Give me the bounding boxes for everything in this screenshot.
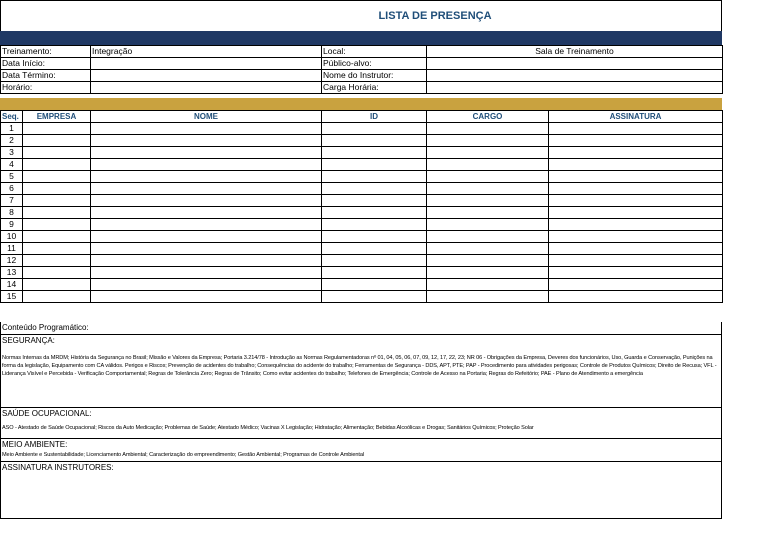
content-label: Conteúdo Programático: — [2, 323, 89, 332]
info-row — [1, 70, 723, 82]
table-row — [1, 291, 723, 303]
signature-cell[interactable] — [549, 279, 723, 291]
name-cell[interactable] — [91, 231, 322, 243]
safety-section — [1, 334, 721, 407]
id-cell[interactable] — [322, 195, 427, 207]
id-cell[interactable] — [322, 123, 427, 135]
role-cell[interactable] — [427, 243, 549, 255]
info-row — [1, 82, 723, 94]
row-seq: 5 — [1, 171, 23, 183]
role-cell[interactable] — [427, 135, 549, 147]
table-row — [1, 279, 723, 291]
id-cell[interactable] — [322, 231, 427, 243]
health-title: SAÚDE OCUPACIONAL: — [2, 409, 92, 418]
name-cell[interactable] — [91, 207, 322, 219]
role-cell[interactable] — [427, 183, 549, 195]
start-date-label: Data Início: — [1, 58, 91, 70]
name-cell[interactable] — [91, 123, 322, 135]
location-label: Local: — [322, 46, 427, 58]
signature-cell[interactable] — [549, 231, 723, 243]
table-row — [1, 147, 723, 159]
name-cell[interactable] — [91, 147, 322, 159]
company-cell[interactable] — [23, 279, 91, 291]
role-cell[interactable] — [427, 171, 549, 183]
row-seq: 10 — [1, 231, 23, 243]
row-seq: 3 — [1, 147, 23, 159]
company-cell[interactable] — [23, 231, 91, 243]
signature-cell[interactable] — [549, 135, 723, 147]
header-company: EMPRESA — [23, 111, 91, 123]
audience-label: Público-alvo: — [322, 58, 427, 70]
health-section — [1, 407, 721, 438]
attendance-band — [0, 98, 722, 110]
company-cell[interactable] — [23, 219, 91, 231]
start-date-value[interactable] — [91, 58, 322, 70]
row-seq: 8 — [1, 207, 23, 219]
instructor-value[interactable] — [427, 70, 723, 82]
table-row — [1, 267, 723, 279]
header-signature: ASSINATURA — [549, 111, 723, 123]
signature-cell[interactable] — [549, 147, 723, 159]
role-cell[interactable] — [427, 255, 549, 267]
name-cell[interactable] — [91, 267, 322, 279]
row-seq: 12 — [1, 255, 23, 267]
company-cell[interactable] — [23, 207, 91, 219]
signature-cell[interactable] — [549, 207, 723, 219]
row-seq: 13 — [1, 267, 23, 279]
instructor-signature-section[interactable] — [1, 461, 721, 518]
company-cell[interactable] — [23, 195, 91, 207]
name-cell[interactable] — [91, 183, 322, 195]
row-seq: 6 — [1, 183, 23, 195]
info-row — [1, 58, 723, 70]
name-cell[interactable] — [91, 159, 322, 171]
role-cell[interactable] — [427, 207, 549, 219]
id-cell[interactable] — [322, 207, 427, 219]
signature-cell[interactable] — [549, 171, 723, 183]
table-row — [1, 255, 723, 267]
id-cell[interactable] — [322, 183, 427, 195]
environment-section — [1, 438, 721, 461]
row-seq: 14 — [1, 279, 23, 291]
company-cell[interactable] — [23, 123, 91, 135]
end-date-value[interactable] — [91, 70, 322, 82]
signature-cell[interactable] — [549, 243, 723, 255]
id-cell[interactable] — [322, 171, 427, 183]
name-cell[interactable] — [91, 195, 322, 207]
instructor-label: Nome do Instrutor: — [322, 70, 427, 82]
header-name: NOME — [91, 111, 322, 123]
id-cell[interactable] — [322, 147, 427, 159]
signature-cell[interactable] — [549, 291, 723, 303]
company-cell[interactable] — [23, 147, 91, 159]
row-seq: 2 — [1, 135, 23, 147]
info-row — [1, 46, 723, 58]
name-cell[interactable] — [91, 171, 322, 183]
name-cell[interactable] — [91, 279, 322, 291]
name-cell[interactable] — [91, 219, 322, 231]
table-row — [1, 195, 723, 207]
id-cell[interactable] — [322, 279, 427, 291]
attendance-table — [0, 110, 723, 303]
role-cell[interactable] — [427, 195, 549, 207]
workload-label: Carga Horária: — [322, 82, 427, 94]
environment-body: Meio Ambiente e Sustentabilidade; Licenciamento Ambiental; Caracterização do empreendimento; Gestão Ambiental; Programas de Controle Ambiental — [2, 452, 365, 458]
signature-cell[interactable] — [549, 159, 723, 171]
safety-body: Normas Internas da MRDM; História da Segurança no Brasil; Missão e Valores da Empresa; Portaria 3.214/78 - Introdução as Normas Regulamentadoras nº 01, 04, 05, 06, 07, 09, 12, 17, 22, 23; NR 06 - Obrigações da Empresa, Deveres dos funcionários, Uso, Guarda e Conservação, Punições na forma da legislação, Equipamento com CA válidos. Perigos e Riscos; Prevenção de acidentes do trabalho; Consequências do acidente do trabalho; Ferramentas de Segurança - DDS, APT, PTE; PAP - Procedimento para atividades perigosas; Controle de Produtos Químicos; Direito de Recusa; VFL - Liderança Visível e Percebida - Verificação Comportamental; Regras de Tolerância Zero; Regras de Trânsito; Como evitar acidentes do trabalho; Telefones de Emergência; Controle de Acesso na Portaria; Regras do Refeitório; PAE - Plano de Atendimento a emergência — [2, 355, 717, 377]
name-cell[interactable] — [91, 255, 322, 267]
page-title: LISTA DE PRESENÇA — [378, 10, 492, 22]
role-cell[interactable] — [427, 123, 549, 135]
company-cell[interactable] — [23, 267, 91, 279]
end-date-label: Data Término: — [1, 70, 91, 82]
role-cell[interactable] — [427, 279, 549, 291]
table-row — [1, 123, 723, 135]
schedule-value[interactable] — [91, 82, 322, 94]
header-seq: Seq. — [1, 111, 23, 123]
row-seq: 11 — [1, 243, 23, 255]
name-cell[interactable] — [91, 291, 322, 303]
id-cell[interactable] — [322, 243, 427, 255]
id-cell[interactable] — [322, 135, 427, 147]
signature-cell[interactable] — [549, 183, 723, 195]
instructor-signature-title: ASSINATURA INSTRUTORES: — [2, 463, 114, 472]
company-cell[interactable] — [23, 243, 91, 255]
header-id: ID — [322, 111, 427, 123]
company-cell[interactable] — [23, 183, 91, 195]
table-row — [1, 207, 723, 219]
row-seq: 7 — [1, 195, 23, 207]
role-cell[interactable] — [427, 267, 549, 279]
signature-cell[interactable] — [549, 267, 723, 279]
table-row — [1, 243, 723, 255]
role-cell[interactable] — [427, 231, 549, 243]
row-seq: 4 — [1, 159, 23, 171]
id-cell[interactable] — [322, 291, 427, 303]
signature-cell[interactable] — [549, 219, 723, 231]
table-row — [1, 231, 723, 243]
training-value[interactable]: Integração — [91, 46, 322, 58]
table-row — [1, 219, 723, 231]
audience-value[interactable] — [427, 58, 723, 70]
name-cell[interactable] — [91, 243, 322, 255]
id-cell[interactable] — [322, 255, 427, 267]
signature-cell[interactable] — [549, 123, 723, 135]
attendance-header-row — [1, 111, 723, 123]
training-label: Treinamento: — [1, 46, 91, 58]
role-cell[interactable] — [427, 219, 549, 231]
location-value[interactable]: Sala de Treinamento — [427, 46, 723, 58]
company-cell[interactable] — [23, 171, 91, 183]
id-cell[interactable] — [322, 219, 427, 231]
header-role: CARGO — [427, 111, 549, 123]
table-row — [1, 159, 723, 171]
row-seq: 1 — [1, 123, 23, 135]
header-band — [0, 31, 722, 45]
signature-cell[interactable] — [549, 195, 723, 207]
company-cell[interactable] — [23, 255, 91, 267]
company-cell[interactable] — [23, 135, 91, 147]
company-cell[interactable] — [23, 159, 91, 171]
name-cell[interactable] — [91, 135, 322, 147]
table-row — [1, 135, 723, 147]
row-seq: 15 — [1, 291, 23, 303]
row-seq: 9 — [1, 219, 23, 231]
table-row — [1, 183, 723, 195]
program-content — [0, 322, 722, 519]
id-cell[interactable] — [322, 159, 427, 171]
id-cell[interactable] — [322, 267, 427, 279]
role-cell[interactable] — [427, 147, 549, 159]
company-cell[interactable] — [23, 291, 91, 303]
training-info-table — [0, 45, 723, 94]
schedule-label: Horário: — [1, 82, 91, 94]
environment-title: MEIO AMBIENTE: — [2, 440, 68, 449]
table-row — [1, 171, 723, 183]
safety-title: SEGURANÇA: — [2, 336, 55, 345]
workload-value[interactable] — [427, 82, 723, 94]
title-area — [0, 0, 722, 31]
health-body: ASO - Atestado de Saúde Ocupacional; Riscos da Auto Medicação; Problemas de Saúde; Atestado Médico; Vacinas X Legislação; Hidratação; Alimentação; Bebidas Alcoólicas e Drogas; Sanitários Químicos; Proteção Solar — [2, 425, 534, 431]
signature-cell[interactable] — [549, 255, 723, 267]
role-cell[interactable] — [427, 159, 549, 171]
role-cell[interactable] — [427, 291, 549, 303]
